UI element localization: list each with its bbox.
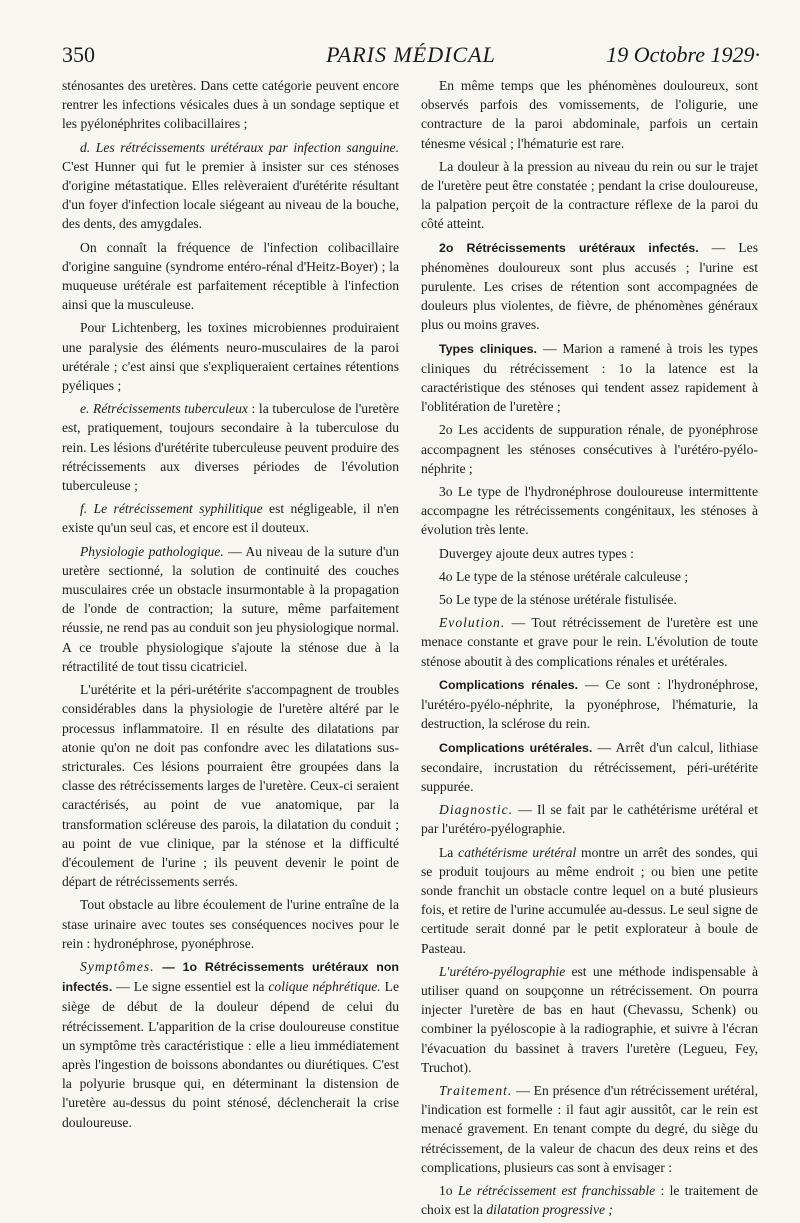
section-label: Types cliniques. bbox=[439, 341, 538, 356]
paragraph: Complications urétérales. — Arrêt d'un calcul, lithiase secondaire, incrustation du rétrécissement, péri-urétérite suppurée. bbox=[421, 739, 758, 794]
paragraph: d. Les rétrécissements urétéraux par infection sanguine. C'est Hunner qui fut le premier à insister sur ces sténoses d'origine métastatique. Elles relèveraient d'urétérite résultant d'un foyer d'infection locale siégeant au niveau de la bouche, des dents, des amygdales. bbox=[62, 139, 399, 232]
paragraph: Evolution. — Tout rétrécissement de l'uretère est une menace constante et grave pour le rein. L'évolution de toute sténose aboutit à des complications rénales et urétérales. bbox=[421, 615, 759, 669]
paragraph: Symptômes. — 1o Rétrécissements urétéraux non infectés. — Le signe essentiel est la colique néphrétique. Le siège de début de la douleur dépend de celui du rétrécissement. L'apparition de la crise douloureuse constitue un symptôme très caractéristique : elle a lieu immédiatement après l'ingestion de boissons abondantes ou diurétiques. C'est la polyurie brusque qui, en déterminant la distension de l'uretère au-dessus du point sténosé, déclencherait la crise douloureuse. bbox=[62, 958, 399, 1130]
paragraph: 2o Rétrécissements urétéraux infectés. — Les phénomènes douloureux sont plus accusés ; l'urine est purulente. Les crises de rétention sont accompagnées de douleurs plus violentes, de fièvre, de phénomènes généraux plus ou moins graves. bbox=[421, 239, 759, 333]
paragraph: L'urétéro-pyélographie est une méthode indispensable à utiliser quand on soupçonne un rétrécissement. On pourra injecter l'uretère de bas en haut (Chevassu, Schenk) ou combiner la pyéloscopie à la radiographie, et suivre à l'écran l'évacuation du bassinet à travers l'uretère (Legueu, Fey, Truchot). bbox=[421, 963, 758, 1075]
section-label: Diagnostic. bbox=[439, 802, 514, 818]
section-label: Traitement. bbox=[439, 1082, 513, 1098]
section-label: Evolution. bbox=[439, 615, 506, 631]
issue-date: 19 Octobre 1929· bbox=[606, 42, 760, 67]
section-label: 2o Rétrécissements urétéraux infectés. bbox=[439, 240, 699, 255]
section-label: Complications rénales. bbox=[439, 677, 579, 692]
section-label: e. Rétrécissements tuberculeux bbox=[80, 401, 248, 417]
paragraph: La douleur à la pression au niveau du rein ou sur le trajet de l'uretère peut être constatée ; pendant la crise douloureuse, la palpation perçoit de la contracture réflexe de la paroi du côté atteint. bbox=[421, 158, 758, 232]
paragraph: On connaît la fréquence de l'infection colibacillaire d'origine sanguine (syndrome entéro-rénal d'Heitz-Boyer) ; la muqueuse urétérale est parfaitement réceptible à l'infection ainsi que la musculeuse. bbox=[62, 239, 399, 313]
running-header bbox=[62, 36, 760, 76]
paragraph: 5o Le type de la sténose urétérale fistulisée. bbox=[439, 592, 677, 608]
paragraph: L'urétérite et la péri-urétérite s'accompagnent de troubles considérables dans la physiologie de l'uretère altéré par le processus inflammatoire. Il en résulte des dilatations par atonie qu'on ne doit pas confondre avec les dilatations sus-stricturales. Ces lésions pourraient être groupées dans la classe des rétrécissements larges de l'uretère. Ceux-ci seraient caractérisés, au point de vue anatomique, par la transformation scléreuse des parois, la dilatation du conduit ; au point de vue clinique, par la sténose et la difficulté d'écoulement de l'urine ; ils peuvent devenir le point de départ de rétrécissements serrés. bbox=[62, 682, 399, 890]
paragraph: Pour Lichtenberg, les toxines microbiennes produiraient une paralysie des éléments neuro-musculaires de la paroi urétérale ; c'est ainsi que s'expliqueraient certaines rétentions pyéliques ; bbox=[62, 320, 399, 394]
section-label: Symptômes. bbox=[80, 958, 155, 974]
section-label: f. Le rétrécissement syphilitique bbox=[80, 501, 263, 517]
section-label: Physiologie pathologique. bbox=[80, 543, 224, 559]
paragraph: 1o Le rétrécissement est franchissable : le traitement de choix est la dilatation progressive ; bbox=[421, 1182, 759, 1218]
text-columns bbox=[62, 76, 760, 1223]
paragraph: f. Le rétrécissement syphilitique est négligeable, il n'en existe qu'un seul cas, et encore est il douteux. bbox=[62, 501, 399, 536]
paragraph: sténosantes des uretères. Dans cette catégorie peuvent encore rentrer les infections vésicales dues à un sondage septique et les pyélonéphrites colibacillaires ; bbox=[62, 78, 399, 132]
right-column bbox=[421, 76, 758, 1223]
page-number: 350 bbox=[62, 42, 95, 67]
journal-title: PARIS MÉDICAL bbox=[326, 42, 496, 67]
paragraph: Physiologie pathologique. — Au niveau de la suture d'un uretère sectionné, la solution de continuité des couches musculaires crée un obstacle insurmontable à la propagation de l'onde de contraction; la suture, même parfaitement réussie, ne rend pas au conduit son jeu physiologique normal. A ce trouble physiologique s'ajoute la sténose due à la rétractilité de tout tissu cicatriciel. bbox=[62, 543, 399, 674]
section-label: Complications urétérales. bbox=[439, 740, 593, 755]
paragraph: Duvergey ajoute deux autres types : bbox=[439, 545, 634, 561]
paragraph: La cathétérisme urétéral montre un arrêt des sondes, qui se produit toujours au même endroit ; ou bien une petite sonde franchit un obstacle contre lequel on a buté plusieurs fois, et retire de l'urine accumulée au-dessus. Le seul signe de certitude serait donné par le petit explorateur à boule de Pasteau. bbox=[421, 844, 758, 956]
subsection-label: — 1o Rétrécissements urétéraux non infectés. bbox=[62, 959, 399, 995]
paragraph: Complications rénales. — Ce sont : l'hydronéphrose, l'urétéro-pyélo-néphrite, la pyonéphrose, l'hématurie, la destruction, la sclérose du rein. bbox=[421, 676, 759, 732]
section-label: Les rétrécissements urétéraux par infection sanguine. bbox=[95, 139, 399, 155]
paragraph: Tout obstacle au libre écoulement de l'urine entraîne de la stase urinaire avec toutes ses conséquences nocives pour le rein : hydronéphrose, pyonéphrose. bbox=[62, 897, 399, 951]
paragraph: 2o Les accidents de suppuration rénale, de pyonéphrose accompagnent les sténoses consécutives à l'urétéro-pyélo-néphrite ; bbox=[421, 422, 758, 476]
paragraph: Types cliniques. — Marion a ramené à trois les types cliniques du rétrécissement : 1o la latence est la caractéristique des sténoses qui tendent assez rapidement à l'oblitération de l'uretère ; bbox=[421, 340, 758, 415]
paragraph: Diagnostic. — Il se fait par le cathétérisme urétéral et par l'urétéro-pyélographie. bbox=[421, 802, 758, 837]
paragraph: 4o Le type de la sténose urétérale calculeuse ; bbox=[439, 568, 689, 584]
paragraph: 3o Le type de l'hydronéphrose douloureuse intermittente accompagne les rétrécissements congénitaux, les sténoses à évolution très lente. bbox=[421, 484, 758, 538]
paragraph: En même temps que les phénomènes douloureux, sont observés parfois des vomissements, de l'oligurie, une contracture de la paroi abdominale, parfois un certain ténesme vésical ; l'hématurie est rare. bbox=[421, 78, 758, 151]
paragraph: Traitement. — En présence d'un rétrécissement urétéral, l'indication est formelle : il faut agir aussitôt, car le rein est menacé gravement. En tenant compte du degré, du siège du rétrécissement, de la valeur de chacun des deux reins et des complications, plusieurs cas sont à envisager : bbox=[421, 1082, 758, 1175]
left-column bbox=[62, 76, 399, 1223]
paragraph: e. Rétrécissements tuberculeux : la tuberculose de l'uretère est, pratiquement, toujours secondaire à la tuberculose du rein. Les lésions d'urétérite tuberculeuse peuvent produire des rétrécissements aux diverses périodes de l'évolution tuberculeuse ; bbox=[62, 401, 400, 494]
